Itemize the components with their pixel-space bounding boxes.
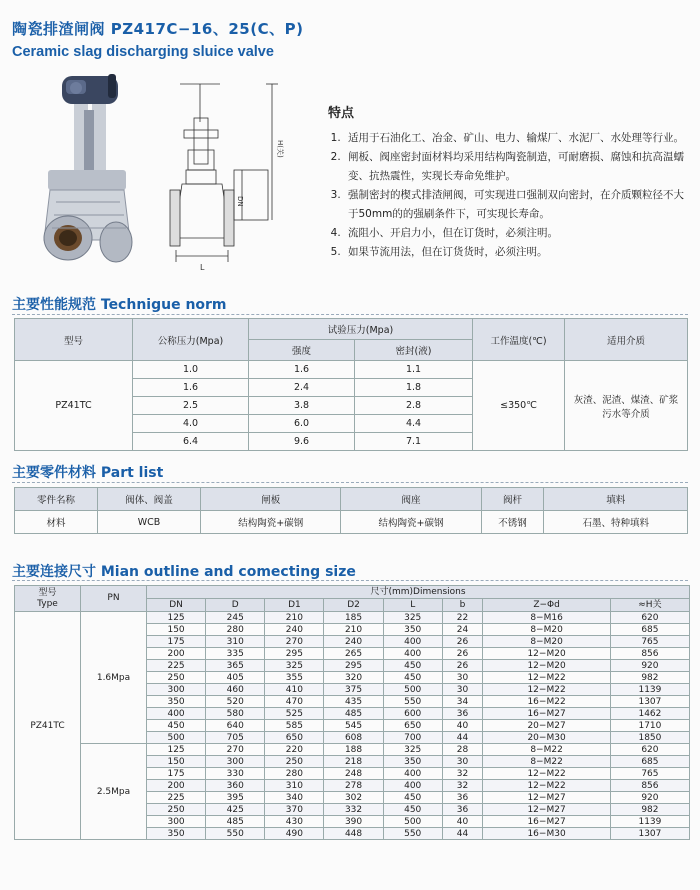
table-cell: 20−M30 [483, 732, 611, 744]
table-cell: 9.6 [249, 433, 355, 451]
table-cell: 270 [206, 744, 265, 756]
table-cell: 375 [324, 684, 383, 696]
table-cell: 1307 [610, 828, 689, 840]
table-cell: 685 [610, 624, 689, 636]
table-cell: 295 [324, 660, 383, 672]
table-cell: 320 [324, 672, 383, 684]
table-cell: 500 [147, 732, 206, 744]
col-header: 零件名称 [15, 488, 98, 511]
table-cell: 585 [265, 720, 324, 732]
table-cell: 1.8 [355, 379, 473, 397]
table-cell: 1307 [610, 696, 689, 708]
table-cell: 450 [383, 672, 442, 684]
page-title-cn: 陶瓷排渣闸阀 PZ417C−16、25(C、P) [12, 20, 304, 38]
table-cell: 40 [442, 720, 483, 732]
col-header: 强度 [249, 340, 355, 361]
table-cell: 26 [442, 648, 483, 660]
table-cell: 16−M27 [483, 708, 611, 720]
table-cell: 355 [265, 672, 324, 684]
table-cell: 705 [206, 732, 265, 744]
table-cell: 278 [324, 780, 383, 792]
table-cell: 248 [324, 768, 383, 780]
table-cell: 2.5 [133, 397, 249, 415]
table-cell: 2.8 [355, 397, 473, 415]
table-cell: 520 [206, 696, 265, 708]
table-cell: 150 [147, 624, 206, 636]
table-cell: 26 [442, 660, 483, 672]
table-cell: 485 [324, 708, 383, 720]
section-title-dims: 主要连接尺寸 Mian outline and comecting size [12, 564, 356, 580]
table-cell: 250 [147, 672, 206, 684]
table-cell: 765 [610, 768, 689, 780]
table-cell: 1710 [610, 720, 689, 732]
col-header: 型号 Type [15, 586, 81, 612]
table-cell: 40 [442, 816, 483, 828]
feature-item: 5. 如果节流用法，但在订货货时，必须注明。 [344, 243, 688, 262]
drawing-label-l: L [200, 263, 205, 272]
table-cell: 240 [265, 624, 324, 636]
table-cell: 12−M22 [483, 780, 611, 792]
table-cell: 12−M20 [483, 648, 611, 660]
medium-line: 污水等介质 [602, 408, 650, 420]
table-cell: 1462 [610, 708, 689, 720]
table-cell: 620 [610, 744, 689, 756]
table-cell: 175 [147, 768, 206, 780]
table-cell: 16−M27 [483, 816, 611, 828]
table-cell: 450 [383, 660, 442, 672]
table-cell: 400 [383, 768, 442, 780]
col-header: ≈H关 [610, 599, 689, 612]
table-cell: 1.6 [133, 379, 249, 397]
col-header: 公称压力(Mpa) [133, 319, 249, 361]
table-cell: 545 [324, 720, 383, 732]
col-header: DN [147, 599, 206, 612]
table-cell: 550 [206, 828, 265, 840]
feature-item: 2. 闸板、阀座密封面材料均采用结构陶瓷制造，可耐磨损、腐蚀和抗高温蠕变、抗热震性，实现长寿命免维护。 [344, 148, 688, 186]
table-cell: 20−M27 [483, 720, 611, 732]
table-cell: 22 [442, 612, 483, 624]
valve-photo [44, 74, 132, 262]
table-cell: 结构陶瓷+碳钢 [201, 511, 341, 534]
table-cell: 结构陶瓷+碳钢 [341, 511, 481, 534]
table-cell: 525 [265, 708, 324, 720]
features-list [328, 129, 688, 262]
table-cell: 30 [442, 756, 483, 768]
table-cell: 400 [147, 708, 206, 720]
model-cell: PZ41TC [15, 361, 133, 451]
table-cell: 1850 [610, 732, 689, 744]
table-cell: 6.4 [133, 433, 249, 451]
table-cell: 430 [265, 816, 324, 828]
table-cell: 270 [265, 636, 324, 648]
table-cell: 30 [442, 672, 483, 684]
table-cell: 12−M20 [483, 660, 611, 672]
table-cell: 1.6 [249, 361, 355, 379]
table-cell: WCB [97, 511, 200, 534]
table-cell: 450 [383, 792, 442, 804]
table-cell: 210 [324, 624, 383, 636]
table-cell: 350 [147, 696, 206, 708]
table-cell: 3.8 [249, 397, 355, 415]
table-cell: 250 [265, 756, 324, 768]
table-cell: 4.4 [355, 415, 473, 433]
col-header: D [206, 599, 265, 612]
table-cell: 300 [206, 756, 265, 768]
features-title: 特点 [328, 106, 355, 121]
table-cell: 405 [206, 672, 265, 684]
valve-drawing [170, 84, 278, 262]
divider [12, 314, 688, 315]
table-cell: 28 [442, 744, 483, 756]
table-cell: 390 [324, 816, 383, 828]
table-cell: 265 [324, 648, 383, 660]
col-header: 密封(液) [355, 340, 473, 361]
table-cell: 485 [206, 816, 265, 828]
medium-line: 灰渣、泥渣、煤渣、矿浆 [573, 394, 679, 406]
table-cell: 608 [324, 732, 383, 744]
table-cell: 330 [206, 768, 265, 780]
table-cell: 300 [147, 684, 206, 696]
table-cell: 360 [206, 780, 265, 792]
table-cell: 210 [265, 612, 324, 624]
table-cell: 365 [206, 660, 265, 672]
divider [12, 482, 688, 483]
table-cell: 4.0 [133, 415, 249, 433]
table-cell: 460 [206, 684, 265, 696]
valve-illustrations [10, 70, 310, 285]
table-cell: 200 [147, 780, 206, 792]
table-cell: 300 [147, 816, 206, 828]
table-cell: 350 [383, 624, 442, 636]
table-cell: 220 [265, 744, 324, 756]
table-cell: 1139 [610, 684, 689, 696]
table-cell: 240 [324, 636, 383, 648]
table-cell: 450 [383, 804, 442, 816]
norm-table [14, 318, 688, 451]
table-cell: 470 [265, 696, 324, 708]
col-header: 填料 [544, 488, 688, 511]
table-cell: 640 [206, 720, 265, 732]
section-title-parts: 主要零件材料 Part list [12, 465, 164, 481]
medium-cell [565, 361, 688, 451]
table-cell: 30 [442, 684, 483, 696]
feature-item: 3. 强制密封的楔式排渣闸阀，可实现进口强制双向密封，在介质颗粒径不大于50mm的的强刷条件下，可实现长寿命。 [344, 186, 688, 224]
feature-item: 1. 适用于石油化工、冶金、矿山、电力、输煤厂、水泥厂、水处理等行业。 [344, 129, 688, 148]
table-cell: 295 [265, 648, 324, 660]
pn-cell: 1.6Mpa [81, 612, 147, 744]
table-cell: 材料 [15, 511, 98, 534]
features-block [328, 104, 688, 262]
table-cell: 350 [147, 828, 206, 840]
col-header: 阀杆 [481, 488, 544, 511]
table-cell: 34 [442, 696, 483, 708]
col-header: 阀座 [341, 488, 481, 511]
table-cell: 340 [265, 792, 324, 804]
table-cell: 44 [442, 828, 483, 840]
table-cell: 8−M22 [483, 756, 611, 768]
parts-table [14, 487, 688, 534]
drawing-label-h: H(关) [276, 140, 284, 158]
table-row [15, 612, 690, 624]
col-header: 适用介质 [565, 319, 688, 361]
table-cell: 650 [265, 732, 324, 744]
table-cell: 188 [324, 744, 383, 756]
divider [12, 580, 688, 581]
table-cell: 32 [442, 780, 483, 792]
table-cell: 448 [324, 828, 383, 840]
table-cell: 435 [324, 696, 383, 708]
table-cell: 856 [610, 780, 689, 792]
table-cell: 302 [324, 792, 383, 804]
table-cell: 310 [265, 780, 324, 792]
table-cell: 185 [324, 612, 383, 624]
table-cell: 16−M22 [483, 696, 611, 708]
table-cell: 218 [324, 756, 383, 768]
table-cell: 350 [383, 756, 442, 768]
table-cell: 335 [206, 648, 265, 660]
table-cell: 500 [383, 816, 442, 828]
table-cell: 620 [610, 612, 689, 624]
table-cell: 36 [442, 792, 483, 804]
col-header: b [442, 599, 483, 612]
table-cell: 550 [383, 828, 442, 840]
table-cell: 550 [383, 696, 442, 708]
table-cell: 280 [206, 624, 265, 636]
table-cell: 410 [265, 684, 324, 696]
table-cell: 6.0 [249, 415, 355, 433]
table-cell: 982 [610, 672, 689, 684]
table-cell: 12−M22 [483, 768, 611, 780]
table-cell: 325 [383, 744, 442, 756]
col-header: D1 [265, 599, 324, 612]
table-cell: 125 [147, 744, 206, 756]
table-cell: 982 [610, 804, 689, 816]
table-cell: 125 [147, 612, 206, 624]
table-cell: 370 [265, 804, 324, 816]
table-cell: 1.0 [133, 361, 249, 379]
pn-cell: 2.5Mpa [81, 744, 147, 840]
col-header: L [383, 599, 442, 612]
table-cell: 856 [610, 648, 689, 660]
table-cell: 700 [383, 732, 442, 744]
table-cell: 8−M20 [483, 624, 611, 636]
table-cell: 26 [442, 636, 483, 648]
model-cell: PZ41TC [15, 612, 81, 840]
table-cell: 225 [147, 660, 206, 672]
table-cell: 400 [383, 648, 442, 660]
col-header: 型号 [15, 319, 133, 361]
table-cell: 600 [383, 708, 442, 720]
table-cell: 36 [442, 804, 483, 816]
table-cell: 920 [610, 792, 689, 804]
table-cell: 不锈钢 [481, 511, 544, 534]
col-header: Z−Φd [483, 599, 611, 612]
drawing-label-dn: DN [236, 196, 244, 207]
table-cell: 500 [383, 684, 442, 696]
table-cell: 400 [383, 636, 442, 648]
table-cell: 200 [147, 648, 206, 660]
table-cell: 280 [265, 768, 324, 780]
table-cell: 石墨、特种填料 [544, 511, 688, 534]
table-cell: 12−M27 [483, 792, 611, 804]
col-header: 试验压力(Mpa) [249, 319, 473, 340]
table-cell: 12−M22 [483, 672, 611, 684]
feature-item: 4. 流阻小、开启力小，但在订货时，必须注明。 [344, 224, 688, 243]
table-cell: 8−M16 [483, 612, 611, 624]
table-cell: 7.1 [355, 433, 473, 451]
table-cell: 310 [206, 636, 265, 648]
table-cell: 12−M22 [483, 684, 611, 696]
table-cell: 325 [265, 660, 324, 672]
table-cell: 150 [147, 756, 206, 768]
table-cell: 685 [610, 756, 689, 768]
table-row [15, 744, 690, 756]
table-cell: 920 [610, 660, 689, 672]
table-cell: 8−M22 [483, 744, 611, 756]
temp-cell: ≤350℃ [473, 361, 565, 451]
table-cell: 245 [206, 612, 265, 624]
col-header: PN [81, 586, 147, 612]
table-cell: 650 [383, 720, 442, 732]
table-cell: 450 [147, 720, 206, 732]
table-cell: 36 [442, 708, 483, 720]
table-cell: 250 [147, 804, 206, 816]
table-cell: 325 [383, 612, 442, 624]
table-cell: 1139 [610, 816, 689, 828]
table-cell: 395 [206, 792, 265, 804]
table-cell: 580 [206, 708, 265, 720]
table-cell: 12−M27 [483, 804, 611, 816]
table-cell: 8−M20 [483, 636, 611, 648]
table-cell: 16−M30 [483, 828, 611, 840]
table-cell: 1.1 [355, 361, 473, 379]
table-cell: 2.4 [249, 379, 355, 397]
col-header: 闸板 [201, 488, 341, 511]
col-header: D2 [324, 599, 383, 612]
dimensions-table [14, 585, 690, 840]
table-cell: 24 [442, 624, 483, 636]
table-cell: 44 [442, 732, 483, 744]
table-cell: 490 [265, 828, 324, 840]
table-cell: 425 [206, 804, 265, 816]
table-cell: 765 [610, 636, 689, 648]
table-cell: 175 [147, 636, 206, 648]
table-cell: 332 [324, 804, 383, 816]
col-header: 工作温度(℃) [473, 319, 565, 361]
page-title-en: Ceramic slag discharging sluice valve [12, 44, 274, 60]
section-title-norm: 主要性能规范 Technigue norm [12, 297, 227, 313]
table-cell: 32 [442, 768, 483, 780]
table-cell: 225 [147, 792, 206, 804]
col-header: 尺寸(mm)Dimensions [147, 586, 690, 599]
table-cell: 400 [383, 780, 442, 792]
col-header: 阀体、阀盖 [97, 488, 200, 511]
